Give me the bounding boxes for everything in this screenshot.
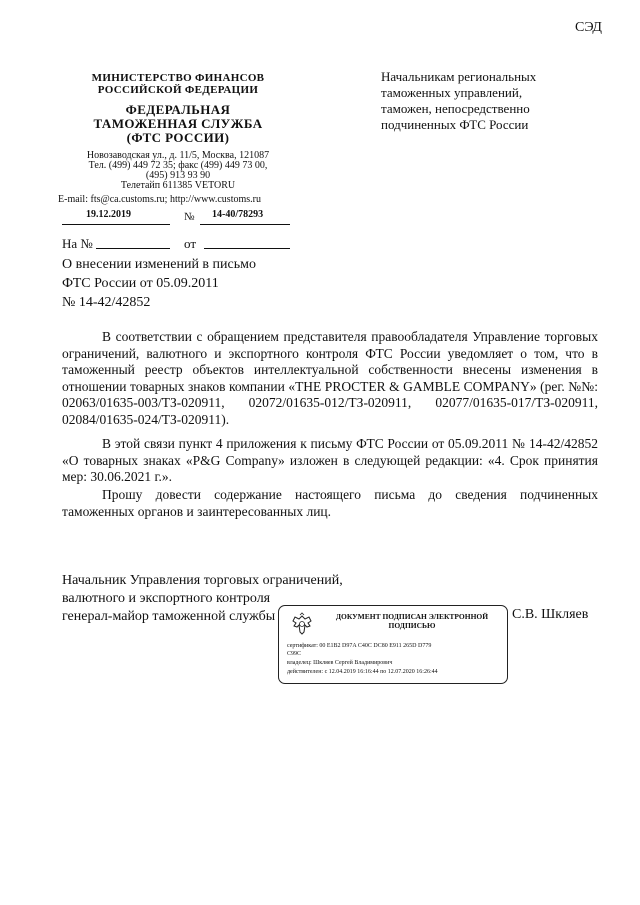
signatory-line-3: генерал-майор таможенной службы [62,609,276,624]
sender-email: E-mail: fts@ca.customs.ru; http://www.customs.ru [58,194,261,205]
body-paragraph-2: В этой связи пункт 4 приложения к письму ФТС России от 05.09.2011 № 14-42/42852 «О товарных знаках «P&G Company» изложен в следующей редакции: «4. Срок принятия мер: 30.06.2021 г.». [62,436,598,484]
reference-from-label: от [184,236,197,251]
reference-date-line [204,248,290,249]
addressee-line-3: таможен, непосредственно [381,101,530,116]
ministry-header [58,72,298,96]
stamp-title [327,612,497,630]
stamp-title-line-2: ПОДПИСЬЮ [388,621,436,630]
stamp-certificate: сертификат: 00 E1B2 D97A C40C DC80 E911 265D D779 [287,643,432,649]
address-line-1: Новозаводская ул., д. 11/5, Москва, 121087 [86,150,270,161]
body-paragraph-3: Прошу довести содержание настоящего письма до сведения подчиненных таможенных органов и заинтересованных лиц. [62,487,598,519]
address-line-4: Телетайп 611385 VETORU [120,180,236,191]
stamp-validity: действителен: с 12.04.2019 16:16:44 по 12.07.2020 16:26:44 [287,669,438,675]
signatory-line-2: валютного и экспортного контроля [62,591,271,606]
stamp-title-line-1: ДОКУМЕНТ ПОДПИСАН ЭЛЕКТРОННОЙ [335,612,489,621]
number-sign: № [184,211,195,223]
subject-line-1: О внесении изменений в письмо [62,257,256,272]
double-headed-eagle-icon [289,612,315,638]
subject-line-3: № 14-42/42852 [62,295,151,310]
stamp-certificate-cont: C99C [287,651,302,657]
letter-subject [62,255,322,312]
sed-mark: СЭД [575,20,602,35]
addressee-line-1: Начальникам региональных [381,69,537,84]
addressee-line-4: подчиненных ФТС России [381,117,529,132]
service-line-3: (ФТС РОССИИ) [126,130,230,145]
service-line-2: ТАМОЖЕННАЯ СЛУЖБА [93,116,263,131]
document-date: 19.12.2019 [86,209,131,220]
address-line-2: Тел. (499) 449 72 35; факс (499) 449 73 00, [88,160,268,171]
sender-address [58,151,298,191]
document-number: 14-40/78293 [212,209,264,220]
reference-label: На № [62,236,93,251]
address-line-3: (495) 913 93 90 [145,170,211,181]
addressee-line-2: таможенных управлений, [381,85,523,100]
service-line-1: ФЕДЕРАЛЬНАЯ [125,102,231,117]
reference-number-line [96,248,170,249]
ministry-line-2: РОССИЙСКОЙ ФЕДЕРАЦИИ [97,84,259,96]
stamp-owner: владелец: Шкляев Сергей Владимирович [287,660,393,666]
addressee-block [381,69,581,133]
signatory-line-1: Начальник Управления торговых ограничений, [62,573,343,588]
e-signature-stamp [278,605,508,684]
signatory-name: С.В. Шкляев [512,607,589,622]
ministry-line-1: МИНИСТЕРСТВО ФИНАНСОВ [91,72,265,84]
service-header [58,103,298,145]
date-underline [62,224,170,225]
subject-line-2: ФТС России от 05.09.2011 [62,276,219,291]
body-paragraph-1: В соответствии с обращением представителя правообладателя Управление торговых ограничений, валютного и экспортного контроля ФТС России уведомляет о том, что в таможенный реестр объектов интеллектуальной собственности внесены изменения в отношении товарных знаков компании «THE PROCTER & GAMBLE COMPANY» (рег. №№: 02063/01635-003/ТЗ-020911, 02072/01635-012/ТЗ-020911, 02077/01635-017/ТЗ-020911, 02084/01635-024/ТЗ-020911). [62,329,598,427]
number-underline [200,224,290,225]
